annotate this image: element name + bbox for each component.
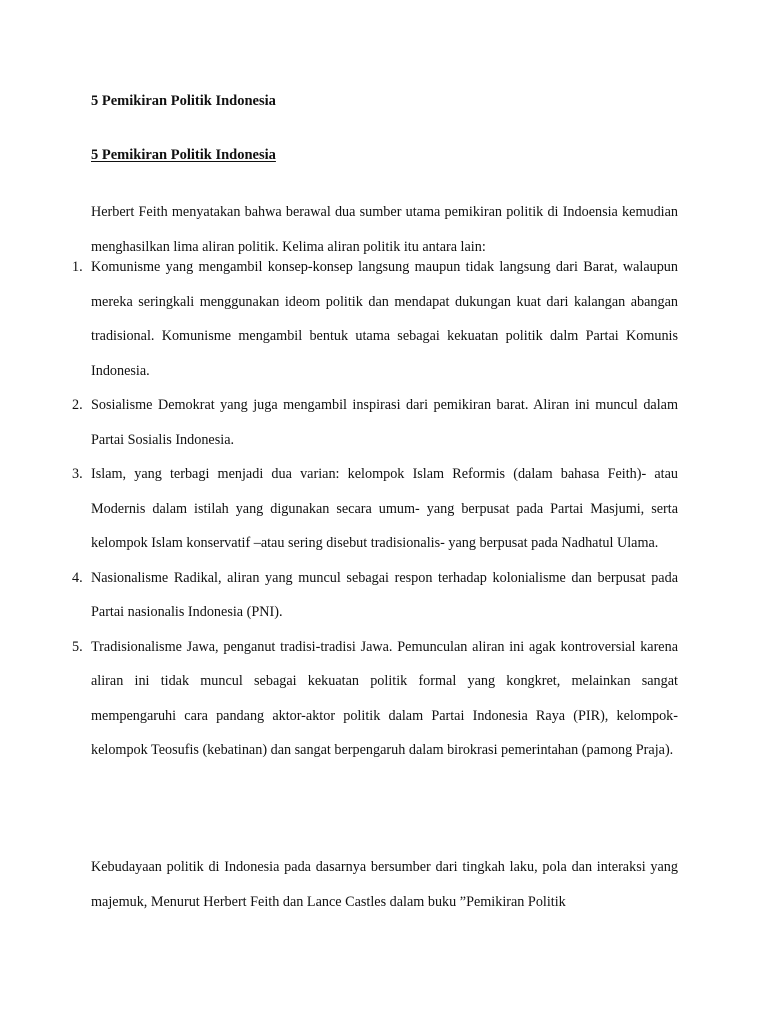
- list-number: 2.: [72, 397, 83, 413]
- list-item: [0, 388, 678, 457]
- list-item-text: Nasionalisme Radikal, aliran yang muncul sebagai respon terhadap kolonialisme dan berpusat pada Partai nasionalis Indonesia (PNI).: [91, 569, 678, 620]
- list-item: [0, 561, 678, 630]
- list-item-text: Sosialisme Demokrat yang juga mengambil inspirasi dari pemikiran barat. Aliran ini muncul dalam Partai Sosialis Indonesia.: [91, 397, 678, 448]
- document-title: 5 Pemikiran Politik Indonesia: [91, 93, 276, 109]
- closing-paragraph: Kebudayaan politik di Indonesia pada dasarnya bersumber dari tingkah laku, pola dan interaksi yang majemuk, Menurut Herbert Feith dan Lance Castles dalam buku ”Pemikiran Politik: [91, 859, 678, 910]
- intro-paragraph: Herbert Feith menyatakan bahwa berawal dua sumber utama pemikiran politik di Indoensia kemudian menghasilkan lima aliran politik. Kelima aliran politik itu antara lain:: [91, 204, 678, 255]
- political-streams-list: [0, 250, 768, 768]
- list-item: [0, 630, 678, 768]
- list-item-text: Islam, yang terbagi menjadi dua varian: kelompok Islam Reformis (dalam bahasa Feith)- atau Modernis dalam istilah yang digunakan secara umum- yang berpusat pada Partai Masjumi, serta kelompok Islam konservatif –atau sering disebut tradisionalis- yang berpusat pada Nadhatul Ulama.: [91, 466, 678, 551]
- list-number: 3.: [72, 466, 83, 482]
- list-number: 5.: [72, 638, 83, 655]
- section-heading: 5 Pemikiran Politik Indonesia: [91, 147, 276, 163]
- list-number: 4.: [72, 569, 83, 586]
- list-item: [0, 457, 678, 561]
- list-number: 1.: [72, 259, 83, 275]
- list-item-text: Komunisme yang mengambil konsep-konsep langsung maupun tidak langsung dari Barat, walaupun mereka seringkali menggunakan ideom politik dan mendapat dukungan kuat dari kalangan abangan tradisional. Komunisme mengambil bentuk utama sebagai kekuatan politik dalm Partai Komunis Indonesia.: [91, 259, 678, 379]
- list-item: [0, 250, 678, 388]
- list-item-text: Tradisionalisme Jawa, penganut tradisi-tradisi Jawa. Pemunculan aliran ini agak kontroversial karena aliran ini tidak muncul sebagai kekuatan politik formal yang kongkret, melainkan sangat mempengaruhi cara pandang aktor-aktor politik dalam Partai Indonesia Raya (PIR), kelompok-kelompok Teosufis (kebatinan) dan sangat berpengaruh dalam birokrasi pemerintahan (pamong Praja).: [91, 638, 678, 758]
